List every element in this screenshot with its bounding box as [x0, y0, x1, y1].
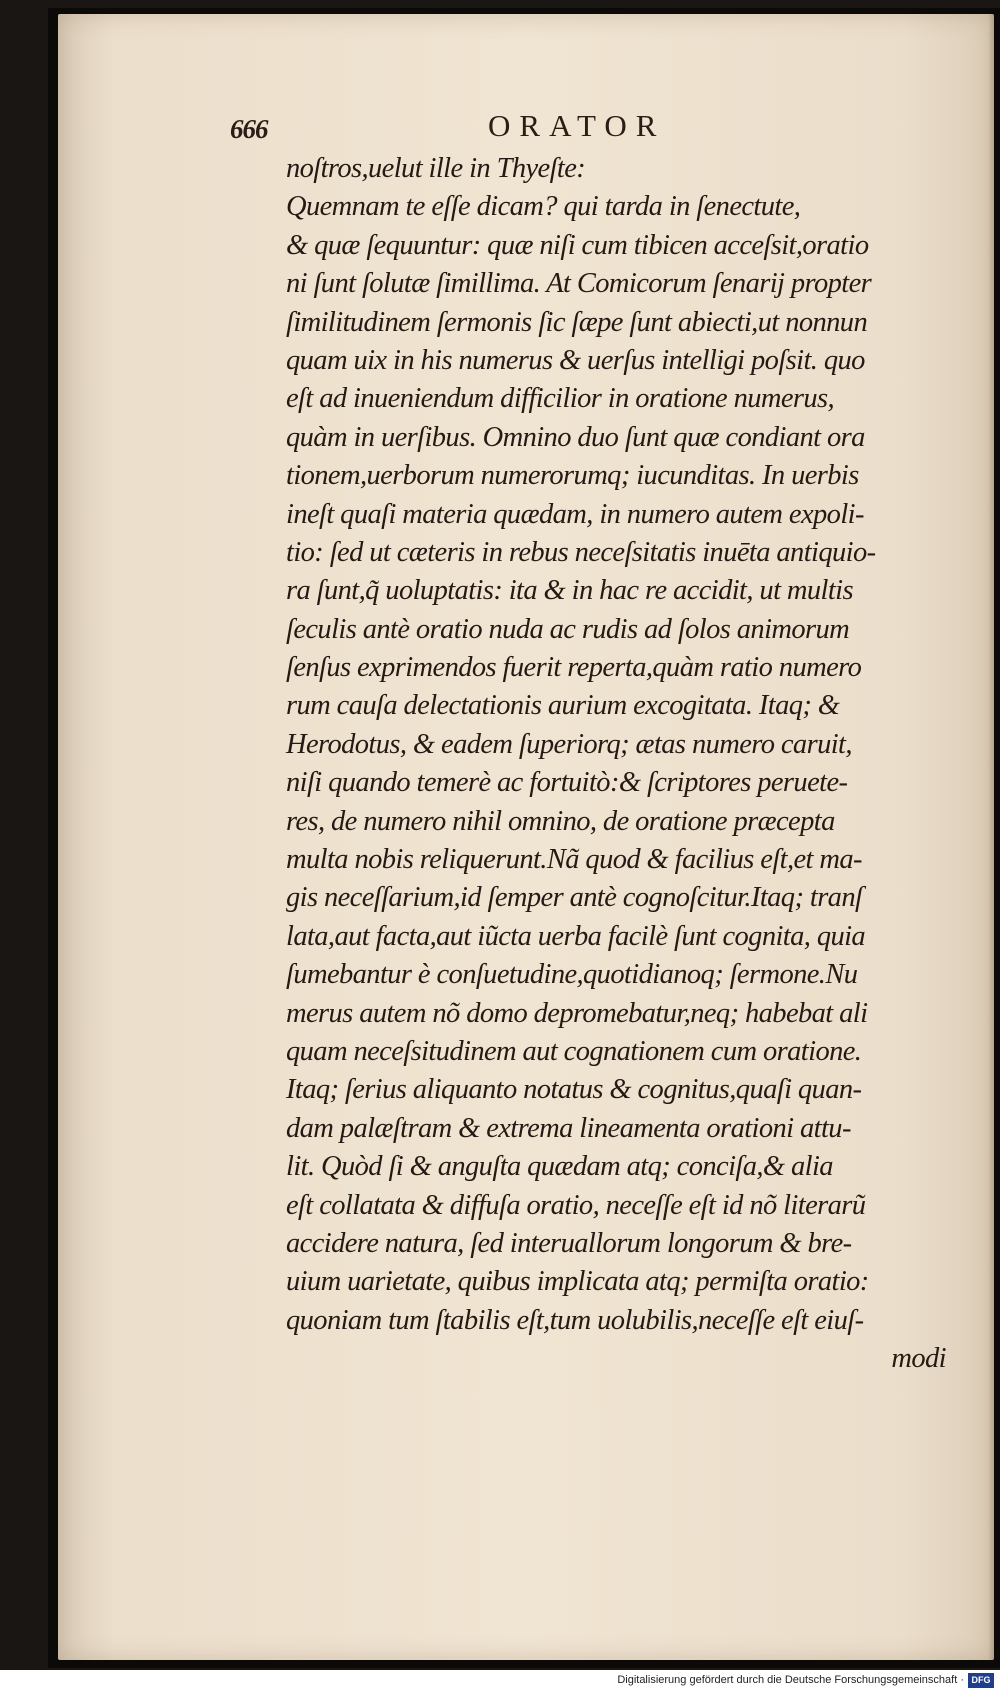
- funding-credit: Digitalisierung gefördert durch die Deutsche Forschungsgemeinschaft ·: [617, 1674, 964, 1686]
- text-line: quoniam tum ſtabilis eſt,tum uolubilis,neceſſe eſt eiuſ-: [286, 1304, 864, 1336]
- text-line: Itaq; ſerius aliquanto notatus & cognitus,quaſi quan-: [286, 1074, 862, 1106]
- text-line: lata,aut facta,aut iũcta uerba facilè ſunt cognita, quia: [286, 920, 866, 952]
- text-line: lit. Quòd ſi & anguſta quædam atq; conciſa,& alia: [286, 1151, 833, 1183]
- text-line: ſeculis antè oratio nuda ac rudis ad ſolos animorum: [286, 613, 850, 645]
- text-line: tio: ſed ut cæteris in rebus neceſsitatis inuēta antiquio-: [286, 536, 876, 568]
- text-line: eſt ad inueniendum difficilior in oratione numerus,: [286, 383, 835, 415]
- text-line: ſumebantur è conſuetudine,quotidianoq; ſermone.Nu: [286, 959, 858, 991]
- text-line: ineſt quaſi materia quædam, in numero autem expoli-: [286, 498, 864, 530]
- text-line: multa nobis reliquerunt.Nã quod & facilius eſt,et ma-: [286, 844, 862, 876]
- text-line: uium uarietate, quibus implicata atq; permiſta oratio:: [286, 1266, 869, 1298]
- text-line: res, de numero nihil omnino, de oratione præcepta: [286, 805, 835, 837]
- text-line: tionem,uerborum numerorumq; iucunditas. In uerbis: [286, 460, 859, 492]
- text-line: niſi quando temerè ac fortuitò:& ſcriptores peruete-: [286, 767, 848, 799]
- text-line: dam palæſtram & extrema lineamenta orationi attu-: [286, 1112, 851, 1144]
- text-line: ſimilitudinem ſermonis ſic ſæpe ſunt abiecti,ut nonnun: [286, 306, 868, 338]
- text-line: quàm in uerſibus. Omnino duo ſunt quæ condiant ora: [286, 421, 865, 453]
- dfg-logo: DFG: [968, 1673, 994, 1688]
- text-line: rum cauſa delectationis aurium excogitata. Itaq; &: [286, 690, 840, 722]
- text-line: gis neceſſarium,id ſemper antè cognoſcitur.Itaq; tranſ: [286, 882, 863, 914]
- body-text: [286, 150, 946, 1379]
- text-line: Herodotus, & eadem ſuperiorq; ætas numero caruit,: [286, 728, 852, 760]
- text-line: noſtros,uelut ille in Thyeſte:: [286, 153, 586, 184]
- text-line: eſt collatata & diffuſa oratio, neceſſe eſt id nõ literarũ: [286, 1189, 866, 1221]
- page-number: 666: [230, 114, 268, 144]
- text-line: quam uix in his numerus & uerſus intelligi poſsit. quo: [286, 344, 865, 376]
- text-line: & quæ ſequuntur: quæ niſi cum tibicen acceſsit,oratio: [286, 229, 869, 261]
- text-line: quam neceſsitudinem aut cognationem cum oratione.: [286, 1035, 862, 1067]
- running-head: ORATOR: [488, 108, 666, 143]
- page-header: [230, 108, 750, 152]
- digitization-footer: [0, 1670, 1000, 1693]
- text-line: ſenſus exprimendos fuerit reperta,quàm ratio numero: [286, 652, 862, 684]
- text-line: ra ſunt,q̃ uoluptatis: ita & in hac re accidit, ut multis: [286, 575, 853, 607]
- text-line: ni ſunt ſolutæ ſimillima. At Comicorum ſenarij propter: [286, 268, 872, 300]
- catchword: modi: [891, 1343, 946, 1375]
- text-line: Quemnam te eſſe dicam? qui tarda in ſenectute,: [286, 191, 801, 223]
- page-edge: [988, 14, 994, 1660]
- text-line: accidere natura, ſed interuallorum longorum & bre-: [286, 1227, 852, 1259]
- text-line: merus autem nõ domo depromebatur,neq; habebat ali: [286, 997, 868, 1029]
